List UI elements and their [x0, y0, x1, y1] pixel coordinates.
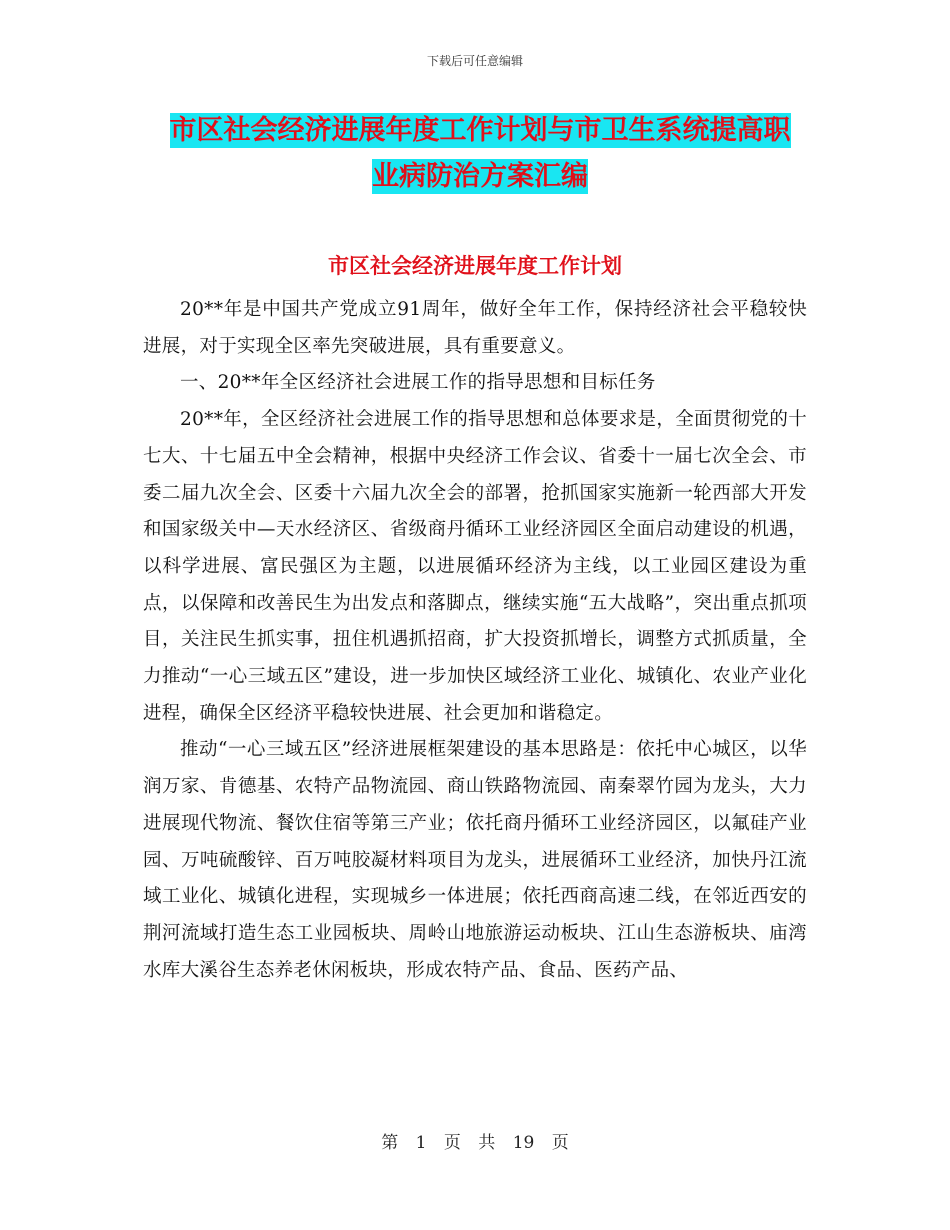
- footer-prefix: 第: [381, 1133, 399, 1153]
- footer-total-prefix: 共: [478, 1133, 496, 1153]
- paragraph: 推动“一心三域五区”经济进展框架建设的基本思路是：依托中心城区，以华润万家、肯德基、农特产品物流园、商山铁路物流园、南秦翠竹园为龙头，大力进展现代物流、餐饮住宿等第三产业；依托商丹循环工业经济园区，以氟硅产业园、万吨硫酸锌、百万吨胶凝材料项目为龙头，进展循环工业经济，加快丹江流域工业化、城镇化进程，实现城乡一体进展；依托西商高速二线，在邻近西安的荆河流域打造生态工业园板块、周岭山地旅游运动板块、江山生态游板块、庙湾水库大溪谷生态养老休闲板块，形成农特产品、食品、医药产品、: [143, 739, 807, 981]
- header-note: 下载后可任意编辑: [426, 54, 523, 68]
- body-text: [143, 292, 807, 989]
- footer-total-pages: 19: [512, 1133, 535, 1153]
- footer-total-unit: 页: [551, 1133, 569, 1153]
- footer-page-unit: 页: [443, 1133, 461, 1153]
- footer-page-number: 1: [415, 1133, 427, 1153]
- document-title-line-1: 市区社会经济进展年度工作计划与市卫生系统提高职: [169, 115, 791, 146]
- paragraph: 20**年，全区经济社会进展工作的指导思想和总体要求是，全面贯彻党的十七大、十七届五中全会精神，根据中央经济工作会议、省委十一届七次全会、市委二届九次全会、区委十六届九次全会的部署，抢抓国家实施新一轮西部大开发和国家级关中—天水经济区、省级商丹循环工业经济园区全面启动建设的机遇，以科学进展、富民强区为主题，以进展循环经济为主线，以工业园区建设为重点，以保障和改善民生为出发点和落脚点，继续实施“五大战略”，突出重点抓项目，关注民生抓实事，扭住机遇抓招商，扩大投资抓增长，调整方式抓质量，全力推动“一心三域五区”建设，进一步加快区域经济工业化、城镇化、农业产业化进程，确保全区经济平稳较快进展、社会更加和谐稳定。: [143, 409, 807, 724]
- paragraph: 一、20**年全区经济社会进展工作的指导思想和目标任务: [180, 372, 656, 394]
- document-title: [140, 108, 820, 200]
- section-title: 市区社会经济进展年度工作计划: [328, 254, 622, 278]
- page-footer: [0, 1128, 950, 1153]
- document-title-line-2: 业病防治方案汇编: [372, 161, 588, 192]
- paragraph: 20**年是中国共产党成立91周年，做好全年工作，保持经济社会平稳较快进展，对于实现全区率先突破进展，具有重要意义。: [143, 299, 807, 357]
